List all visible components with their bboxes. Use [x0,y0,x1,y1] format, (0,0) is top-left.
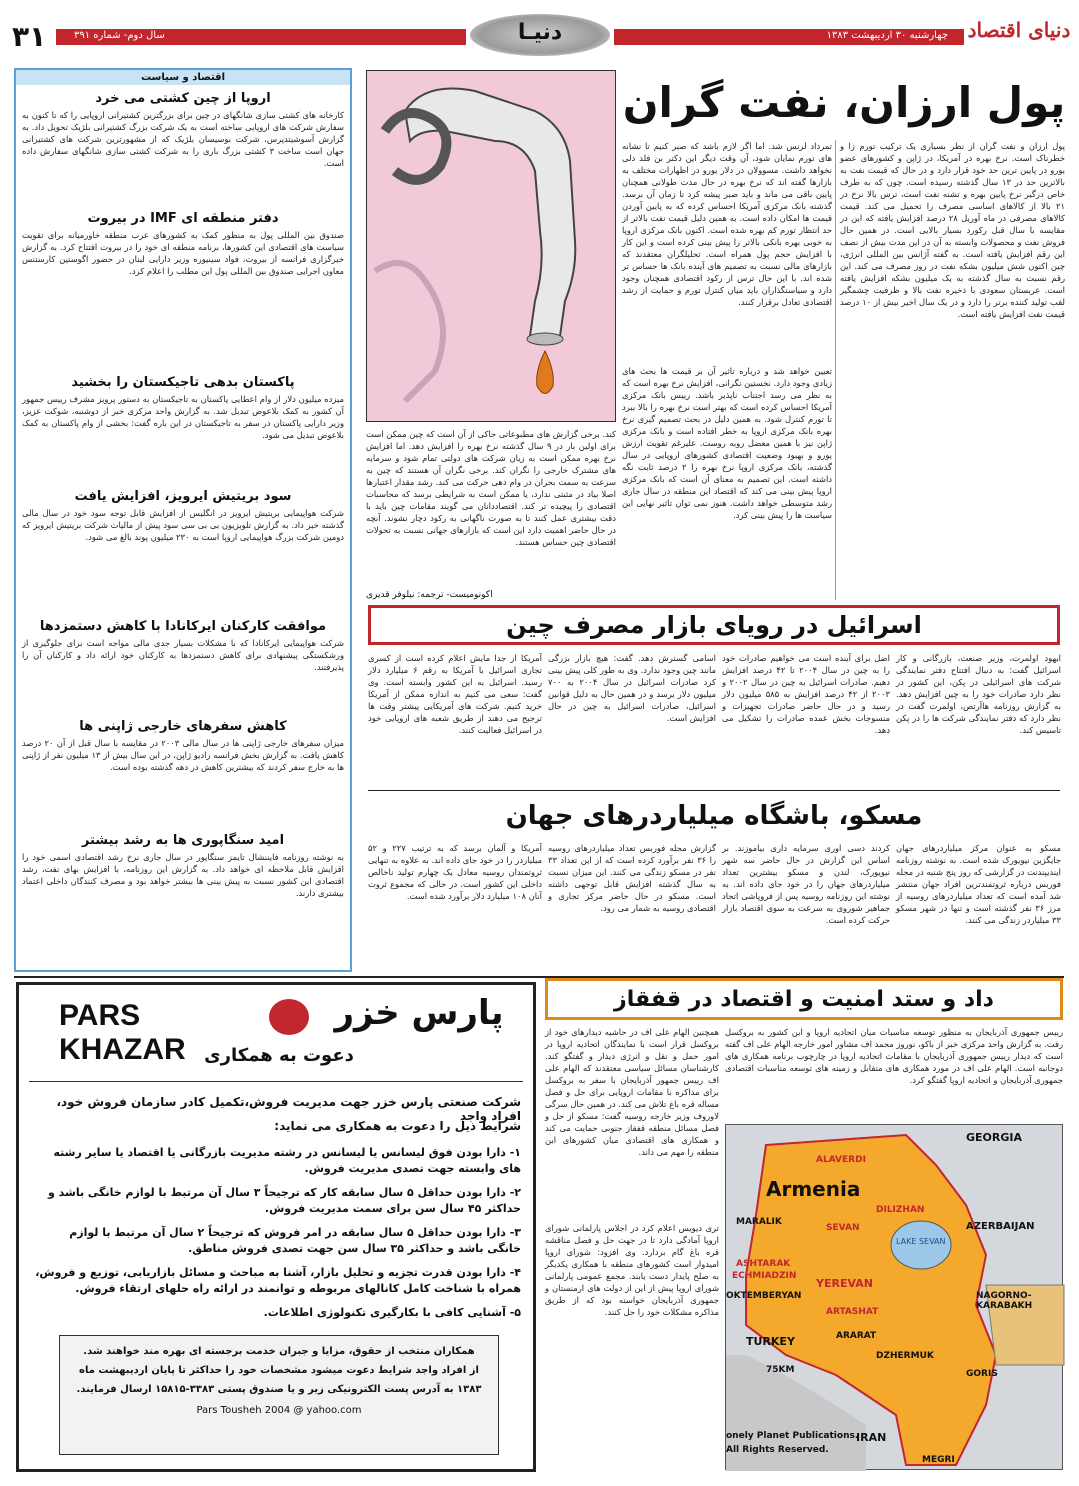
armenia-map [725,1124,1063,1470]
ad-brand-persian: پارس خزر [334,993,504,1033]
map-scale: 75KM [766,1365,795,1375]
section-divider [368,790,1060,791]
map-label: ARARAT [836,1331,877,1341]
israel-column-3: اسامی گسترش دهد. گفت: هیچ بازار بزرگی مانند چین وجود ندارد. وی به طور کلی پیش بینی کرد صادرات اسرائیل در سال ۲۰۰۴ به ۷۰۰ میلیون دلار برسد و در همین حال به دلیل قوانین اسرائیل، صادرات اسرائیل به چین در حال افزایش است. [548,653,716,723]
ad-condition: ۴- دارا بودن قدرت تجزیه و تحلیل بازار، آشنا به مباحث و مسائل بازاریابی، توزیع و فروش، همراه با شناخت کامل کانالهای مربوطه و توانمند در ارائه راه حلهای ارتقاء فروش. [35,1266,521,1295]
masthead-issue: سال دوم- شماره ۳۹۱ [74,30,165,41]
sidebar-item-body: صندوق بین المللی پول به منظور کمک به کشورهای عرب منطقه خاورمیانه برای تقویت سیاست های اقتصادی این کشورها، برنامه منطقه ای خود را در بیروت افتتاح کرد. به گزارش خبرگزاری فرانسه از بیروت، فواد سینیوره وزیر دارایی لبنان در حضور اگوستین کارستنس معاون اجرایی صندوق بین المللی پول این مطلب را اعلام کرد. [22,230,344,276]
israel-column-2: اضل برای آینده است می خواهیم صادرات خود را به چین در سال ۲۰۰۴ تا ۴۲ درصد افزایش دهیم. صادرات اسرائیل به چین در سال ۲۰۰۲ و ۲۰۰۳ از ۴۲ درصد افزایش به ۵۸۵ میلیون دلار رسید و در حال حاضر صادرات تجهیزات و منسوجات بخش عمده صادرات را تشکیل می دهد. [722,653,890,735]
moscow-column-4: آمریکا و آلمان برسد که به ترتیب ۲۲۷ و ۵۲ میلیاردر را در خود جای داده اند. به علاوه به تنهایی ثروتمندان روسیه معادل یک چهارم تولید ناخالص داخلی این کشور است. در حالی که مجموع ثروت آنان ۱۰۸ میلیارد دلار برآورد شده است. [368,843,542,901]
israel-column-1: ایهود اولمرت، وزیر صنعت، بازرگانی و کار اسرائیل گفت: به دنبال افتتاح دفتر نمایندگی شرکت های اسرائیلی در پکن، این کشور در نظر دارد صادرات خود را به چین افزایش دهد. به گزارش روزنامه هاآرتص، اولمرت گفت در نظر دارد که دفتر نمایندگی شرکت ها را در پکن تاسیس کند. [896,653,1061,735]
map-label: ARTASHAT [826,1307,879,1317]
map-label: YEREVAN [816,1277,873,1290]
sidebar-item-body: شرکت هواپیمایی ایرکانادا که با مشکلات بسیار جدی مالی مواجه است برای جلوگیری از ورشکستگی پیشنهادی برای کاهش دستمزدها به کارکنان خود ارائه داد و کارکنان آن را پذیرفتند. [22,638,344,672]
ad-condition: ۱- دارا بودن فوق لیسانس یا لیسانس در رشته مدیریت بازرگانی یا اقتصاد یا سایر رشته های وابسته جهت تصدی مدیریت فروش. [53,1146,521,1175]
ad-email: Pars Tousheh 2004 @ yahoo.com [196,1405,362,1416]
brand-logo: دنیای اقتصاد [967,18,1071,42]
map-label: DZHERMUK [876,1351,934,1361]
sidebar-item-title: پاکستان بدهی تاجیکستان را بخشید [71,375,295,390]
sidebar-item-title: کاهش سفرهای خارجی ژاپنی ها [79,719,287,734]
sidebar-item-title: موافقت کارکنان ایرکانادا با کاهش دستمزدها [39,619,327,634]
sidebar-item-title: سود بریتیش ایرویز، افزایش یافت [74,489,292,504]
caucasus-column-2: همچنین الهام علی اف در حاشیه دیدارهای خود از بروکسل قرار است با نمایندگان اتحادیه اروپا در امور حمل و نقل و انرژی دیدار و گفتگو کند. کارشناسان مسائل سیاسی معتقدند که الهام علی اف رییس جمهور آذربایجان با سفر به بروکسل برای مذاکره با مقامات اروپایی برای حل و فصل مساله قره باغ تلاش می کند. در همین حال سرگی لاوروف وزیر خارجه روسیه گفت: مسکو از حل و فصل مسائل منطقه قفقاز جنوبی حمایت می کند و همکاری های اقتصادی میان کشورهای این منطقه را مهم می داند. [545,1027,719,1157]
pars-khazar-ad [16,982,536,1472]
ad-conditions-title: شرایط ذیل را دعوت به همکاری می نماید: [274,1119,521,1133]
caucasus-column-3: تری دیویس اعلام کرد در اجلاس پارلمانی شورای اروپا آمادگی دارد تا در جهت حل و فصل مناقشه قره باغ گام بردارد. وی افزود: شورای اروپا امیدوار است کشورهای منطقه با همکاری یکدیگر به صلح پایدار دست یابند. مجمع عمومی پارلمانی شورای اروپا پیش از این از دولت های ارمنستان و جمهوری آذربایجان خواسته بود که از طریق مذاکره مشکلات خود را حل کنند. [545,1223,719,1317]
map-label: GORIS [966,1369,998,1379]
map-label: IRAN [856,1431,887,1444]
caucasus-column-1: رییس جمهوری آذربایجان به منظور توسعه مناسبات میان اتحادیه اروپا و این کشور به بروکسل رفت. به گزارش واحد مرکزی خبر از باکو، نوروز محمد اف مشاور امور خارجه الهام علی اف گفته است که دیدار رییس جمهوری آذربایجان با مقامات اتحادیه اروپا در چارچوب برنامه همکاری های دوجانبه است. الهام علی اف در مورد همکاری های متقابل و زمینه های توسعه مناسبات اقتصادی جمهوری آذربایجان و اتحادیه اروپا گفتگو کرد. [725,1027,1063,1085]
sidebar-item-title: اروپا از چین کشتی می خرد [95,91,271,106]
column-divider [835,140,836,600]
moscow-column-1: مسکو به عنوان مرکز میلیاردرهای جهان جایگزین نیویورک شده است. به نوشته روزنامه ایندیپندنت در گزارشی که روز پنج شنبه در مجله فوربس درباره ثروتمندترین افراد جهان منتشر شد آمده است که تعداد میلیاردرهای روسیه از مرز ۳۶ نفر گذشته است و تنها در شهر مسکو ۳۳ میلیاردر زندگی می کنند. [896,843,1061,925]
map-label: DILIZHAN [876,1205,925,1215]
page-number: ۳۱ [12,20,47,53]
sidebar-item-body: به نوشته روزنامه فایننشال تایمز سنگاپور در سال جاری نرخ رشد اقتصادی اسمی خود را افزایش قابل ملاحظه ای خواهد داد. به گزارش این روزنامه، با افزایش بهای نفت، رشد اقتصادی این کشور نسبت به پیش بینی ها بیشتر خواهد بود و مصرف کنندگان داخلی اعتماد بیشتری دارند. [22,852,344,898]
map-label: OKTEMBERYAN [726,1291,802,1301]
ad-condition: ۳- دارا بودن حداقل ۵ سال سابقه در امر فروش که ترجیحاً ۲ سال آن مرتبط با لوازم خانگی باشد و حداکثر ۳۵ سال سن جهت تصدی فروش مناطق. [69,1226,521,1255]
lead-byline: اکونومیست- ترجمه: نیلوفر قدیری [366,590,493,600]
ad-footer-line: ۱۳۸۳ به آدرس پست الکترونیکی زیر و یا صندوق پستی ۳۳۸۳-۱۵۸۱۵ ارسال فرمایند. [76,1384,482,1395]
masthead [0,0,1079,62]
sidebar-item-body: شرکت هواپیمایی بریتیش ایرویز در انگلیس از افزایش قابل توجه سود خود در سال مالی گذشته خبر داد. به گزارش تلویزیون بی بی سی سود پیش از مالیات شرکت بریتیش ایرویز که دومین شرکت بزرگ هواپیمایی اروپا است به ۲۳۰ میلیون پوند بالغ می شود. [22,508,344,542]
moscow-headline: مسکو، باشگاه میلیاردرهای جهان [505,801,923,831]
sidebar-tag: اقتصاد و سیاست [16,70,350,85]
map-country-label: Armenia [766,1177,861,1201]
sidebar-item-body: کارخانه های کشتی سازی شانگهای در چین برای بزرگترین کشتیرانی اروپایی را که تا کنون به سفارش شرکت های اروپایی ساخته است به یک شرکت بزرگ کشتیرانی بلژیک تحویل داد. به گزارش آسوشیتدپرس، شرکت بوسیسان بلژیک که از مشهورترین شرکت های کشتیرانی جهان است ساخت ۳ کشتی بزرگ باری را به شرکت کشتی سازی شانگهای سفارش داده است. [22,110,345,168]
section-title: دنیـا [517,20,563,45]
ad-intro: شرکت صنعتی پارس خزر جهت مدیریت فروش،تکمیل کادر سازمان فروش خود، افراد واجد [56,1095,521,1123]
caucasus-headline: داد و ستد امنیت و اقتصاد در قفقاز [545,978,1063,1020]
israel-column-4: آمریکا از جدا مایش اعلام کرده است از کسری تجاری اسرائیل با آمریکا به رقم ۶ میلیارد دلار رسید. اسرائیل به این کشور وابسته است. وی گفت: سعی می کنیم به اندازه ممکن از آمریکا خرید کنیم. شرکت های آمریکایی پیشتر وقت ها ترجیح می دهند از طریق شعبه های اروپایی خود در اسرائیل فعالیت کنند. [368,653,543,735]
lead-column-2: تعیین خواهد شد و درباره تاثیر آن بر قیمت ها بحث های زیادی وجود دارد. نخستین نگرانی، افزایش نرخ بهره است که به نظر می رسد اجتناب ناپذیر باشد. رییس بانک مرکزی آمریکا احساس کرده است که بهتر است نرخ بهره را بالا ببرد تا تورم کنترل شود. به همین دلیل در بحث تصمیم گیری نرخ بهره بانک مرکزی اروپا به خطر افتاده است و بانک مرکزی ژاپن نیز با همین معضل روبه روست. علیرغم تقویت ارزش یورو و بهبود وضعیت اقتصادی کشورهای اروپایی در سال گذشته، بانک مرکزی اروپا نرخ بهره را ۲ درصد ثابت نگه داشته است. این تصمیم به معنای آن است که بانک مرکزی اروپا پیش بینی می کند که اقتصاد این منطقه در سال جاری رشد متوسطی خواهد داشت. هنوز نمی توان تاثیر نهایی این سیاست ها را پیش بینی کرد. [622,366,832,520]
ad-footer-line: همکاران منتخب از حقوق، مزایا و جبران خدمت برجسته ای بهره مند خواهند شد. [83,1346,475,1357]
ad-logo-icon [269,999,309,1035]
sidebar-item-body: میزده میلیون دلار از وام اعطایی پاکستان به تاجیکستان به دستور پرویز مشرف رییس جمهور آن کشور به کمک بلاعوض تبدیل شد. به گزارش واحد مرکزی خبر از دوشنبه، شوکت عزیز، وزیر دارایی پاکستان در سفر به تاجیکستان در این باره گفت: بخشی از وام پاکستان به کمک بلاعوض تبدیل می شود. [22,394,344,440]
ad-condition: ۲- دارا بودن حداقل ۵ سال سابقه کار که ترجیحاً ۳ سال آن مرتبط با لوازم خانگی باشد و حداکثر ۴۵ سال سن برای سمت مدیریت فروش. [48,1186,521,1215]
sidebar [14,68,352,972]
sidebar-item-title: دفتر منطقه ای IMF در بیروت [87,211,279,226]
ad-brand-english: PARS KHAZAR [59,999,186,1066]
map-credit: All Rights Reserved. [726,1445,829,1455]
map-label: ECHMIADZIN [732,1271,797,1281]
map-credit: onely Planet Publications. [726,1431,859,1441]
ad-heading: دعوت به همکاری [204,1045,354,1066]
map-label: MARALIK [736,1217,782,1227]
sidebar-item-title: امید سنگاپوری ها به رشد بیشتر [81,833,285,848]
map-label: TURKEY [746,1335,795,1348]
masthead-date: چهارشنبه ۳۰ اردیبهشت ۱۳۸۳ [826,30,948,41]
lead-column-3: تمرداد لرنس شد. اما اگر لازم باشد که صبر کنیم تا نشانه های تورم نمایان شود، آن وقت دیگر این دکتر بن فلد دلی نخواهد داشت. مسوولان در دلار یورو در اظهارات مختلف به بازارها گفته اند که نرخ بهره در حال مدت طولانی همچنان پایین باقی می ماند و باید صبر پیشه کرد تا زمان آن برسد. گذشته بانک مرکزی آمریکا احساس کرده که به پایین آوردن قیمت ها امکان داده است. به همین دلیل قیمت نفت بالاتر از حد انتظار تورم کم بهره شده است. اکنون بانک مرکزی اروپا به خوبی بهره بانکی بالاتر را پیش بینی کرده است و این کار با افزایش حجم پول همراه است. تحلیلگران معتقدند که بازارهای مالی نسبت به تصمیم های آینده بانک ها حساس تر شده اند. با این حال ترس از رکود اقتصادی همچنان وجود دارد و سیاستگذاران باید میان کنترل تورم و حمایت از رشد اقتصادی تعادل برقرار کنند. [622,141,832,307]
lead-column-1: پول ارزان و نفت گران از نظر بسیاری یک ترکیب تورم زا و خطرناک است. نرخ بهره در آمریکا، در ژاپن و کشورهای عضو یورو در پایین ترین حد خود قرار دارد و در حال که قیمت نفت به بالاترین حد در ۱۳ سال گذشته رسیده است. چون که به طرف خاص درگیر نرخ پایین بهره و تشنه نفت است، ترس بالا نرخ در ۲۱ بالا از کالاهای اساسی مصرف را تحمیل می کند. قیمت کالاهای مصرفی در ماه آوریل ۲۸ درصد افزایش یافته که این در مقایسه با سال قبل رکورد بسیار بالایی است. در همین حال فروش نفت و محصولات وابسته به آن در این مدت بیش از نصف این رقم افزایش یافته است. به گفته آژانس بین المللی انرژی، چین اکنون شش میلیون بشکه نفت در روز مصرف می کند. این رقم نسبت به سال گذشته به یک میلیون بشکه افزایش یافته است. عربستان سعودی با ذخیره نفت بالا و ظرفیت چشمگیر لقب تولید کننده برتر را دارد و در یک سال اخیر بیش از ۱۰ درصد قیمت نفت افزایش یافته است. [840,141,1065,319]
ad-rule [29,1081,523,1082]
faucet-drawing [365,71,615,423]
map-label: NAGORNO-KARABAKH [976,1291,1033,1311]
moscow-column-2: کردند دسی اوری سرمایه داری بیاموزند. بر اساس این گزارش در حال حاضر سه شهر نیویورک، لندن و مسکو بیشترین تعداد میلیاردرهای جهان را در خود جای داده اند. به نوشته این روزنامه روسیه پس از فروپاشی اتحاد جماهیر شوروی به سرعت به سوی اقتصاد بازار حرکت کرده است. [722,843,890,925]
map-label: ASHTARAK [736,1259,791,1269]
map-label: GEORGIA [966,1131,1022,1144]
sidebar-item-body: میزان سفرهای خارجی ژاپنی ها در سال مالی ۲۰۰۳ در مقایسه با سال قبل از آن ۲۰ درصد کاهش یافت. به گزارش بخش فرانسه رادیو ژاپن، در این سال بیش از ۱۳ میلیون نفر از ژاپنی ها به خارج سفر کردند که بیشترین کاهش در دهه گذشته بوده است. [22,738,344,772]
map-label: MEGRI [922,1455,955,1465]
lead-headline: پول ارزان، نفت گران [622,78,1066,127]
map-label: AZERBAIJAN [966,1221,1035,1232]
ad-footer-line: از افراد واجد شرایط دعوت میشود مشخصات خود را حداکثر تا پایان اردیبهشت ماه [79,1365,479,1376]
map-label: ALAVERDI [816,1155,866,1165]
ad-condition: ۵- آشنایی کافی با بکارگیری تکنولوژی اطلاعات. [263,1306,521,1319]
moscow-column-3: گزارش مجله فوربس تعداد میلیاردرهای روسیه را ۳۶ نفر برآورد کرده است که از این تعداد ۳۳ نفر در مسکو زندگی می کنند. این میزان نسبت به سال گذشته افزایش قابل توجهی داشته است. مسکو در حال حاضر مرکز تجاری و اقتصادی روسیه به شمار می رود. [548,843,716,913]
lead-column-4: کند. برخی گزارش های مطبوعاتی حاکی از آن است که چین ممکن است برای اولین بار در ۹ سال گذشته نرخ بهره را افزایش دهد. اما افزایش نرخ بهره ممکن است به زیان شرکت های دولتی تمام شود و سرمایه های مشترک خارجی را نگران کند. برخی نگران آن هستند که چین به سرعت به سمت بحران در وام دهی حرکت می کند. رشد مقدار اعتبارها اصلا بیاد در مثبتی ندارد، یا ممکن است به شرایطی برسد که محاسبات اقتصادی را پیچیده تر کند. اقتصاددانان می گویند مقامات چین باید با دقت بیشتری عمل کنند تا به صورت ناگهانی به رکود دچار نشوند. آنچه در حال حاضر اهمیت دارد این است که بازارهای جهانی نسبت به تحولات اقتصادی چین حساس هستند. [366,429,616,547]
faucet-illustration [366,70,616,422]
ad-footer-box [59,1335,499,1455]
map-label: LAKE SEVAN [896,1237,946,1246]
map-label: SEVAN [826,1223,860,1233]
israel-headline: اسرائیل در رویای بازار مصرف چین [368,605,1060,645]
